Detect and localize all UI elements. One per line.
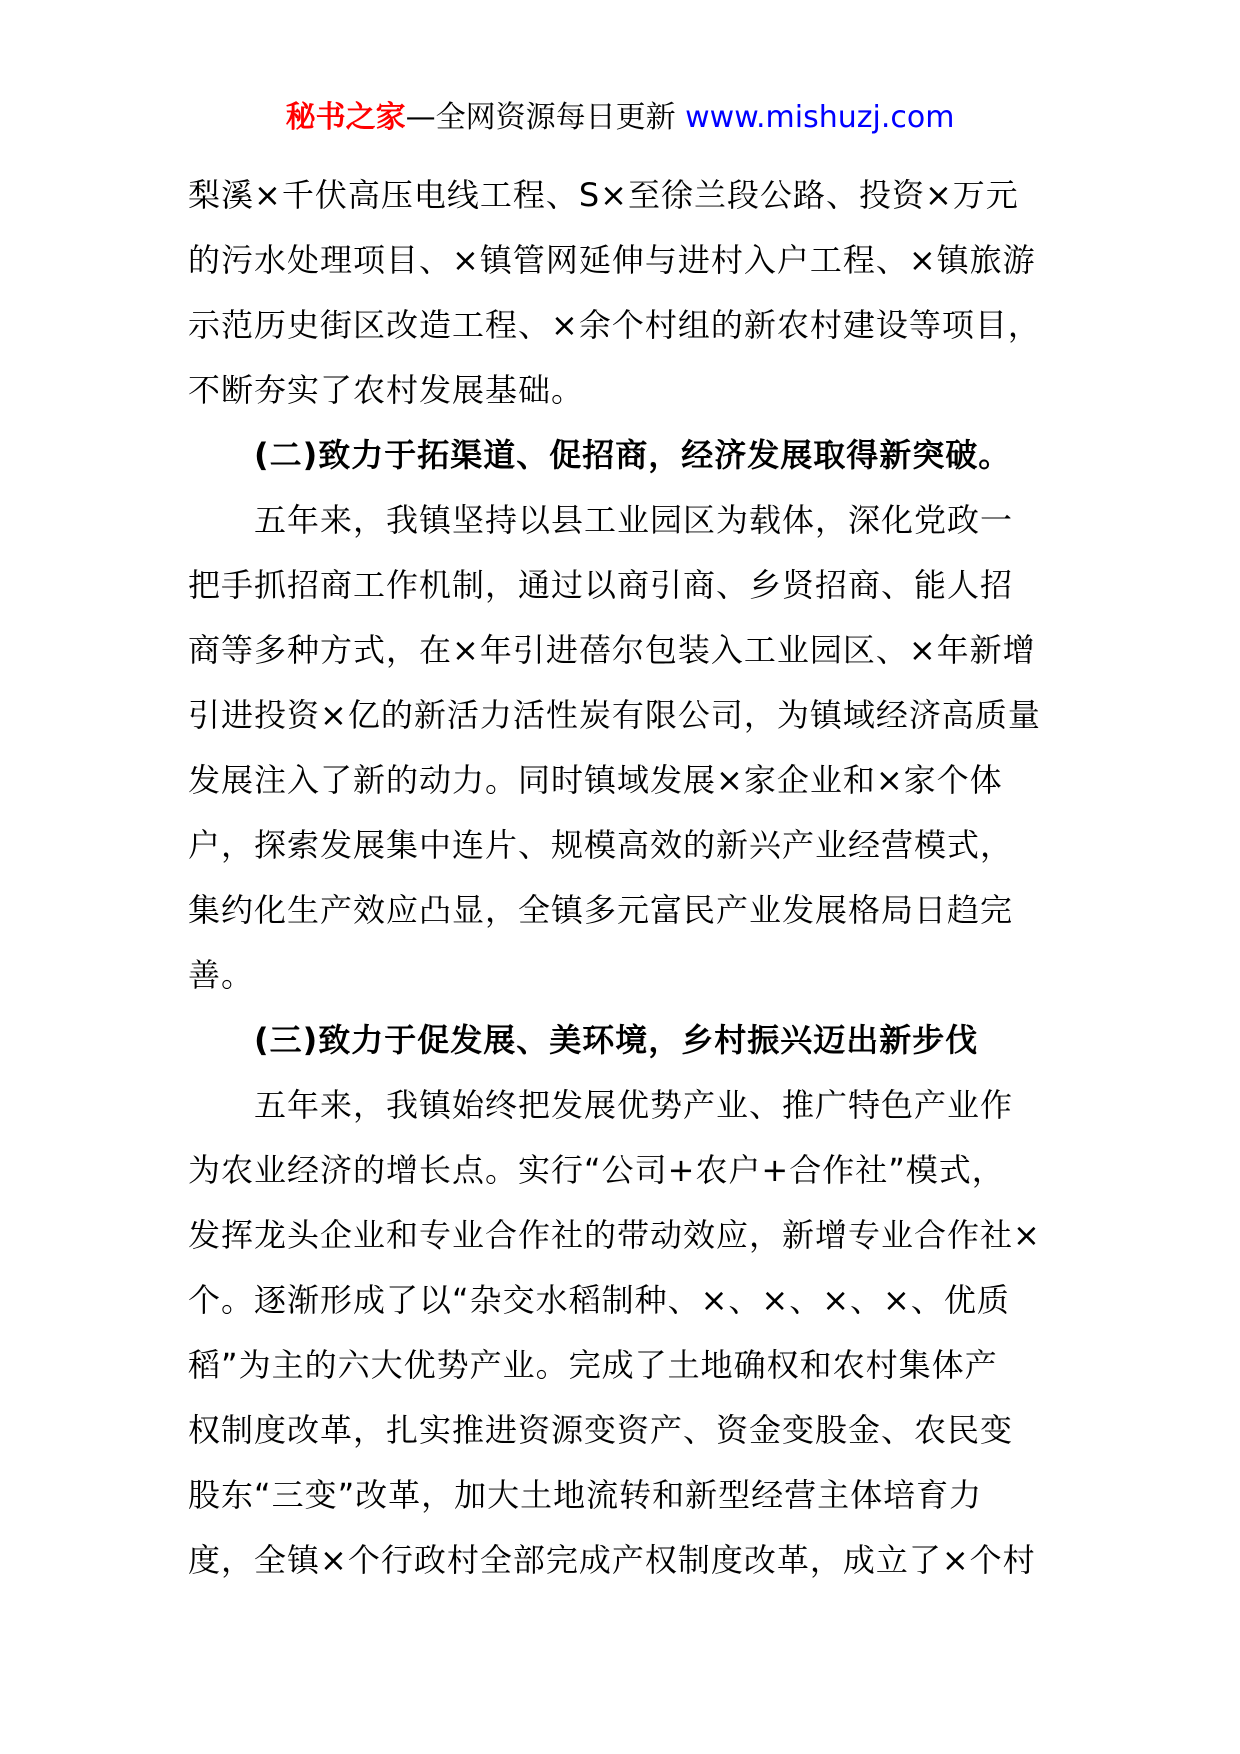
body-line: 发挥龙头企业和专业合作社的带动效应，新增专业合作社× <box>188 1216 1041 1254</box>
body-line: 商等多种方式，在×年引进蓓尔包装入工业园区、×年新增 <box>188 631 1036 669</box>
body-line: 善。 <box>188 956 255 994</box>
body-line: 发展注入了新的动力。同时镇域发展×家企业和×家个体 <box>188 761 1003 799</box>
body-line: 的污水处理项目、×镇管网延伸与进村入户工程、×镇旅游 <box>188 241 1036 279</box>
section-heading-3: (三)致力于促发展、美环境，乡村振兴迈出新步伐 <box>254 1021 979 1059</box>
body-line: 引进投资×亿的新活力活性炭有限公司，为镇域经济高质量 <box>188 696 1041 734</box>
body-line: 户，探索发展集中连片、规模高效的新兴产业经营模式， <box>188 826 1014 864</box>
body-line: 不断夯实了农村发展基础。 <box>188 371 585 409</box>
body-line: 示范历史街区改造工程、×余个村组的新农村建设等项目， <box>188 306 1041 344</box>
body-line: 把手抓招商工作机制，通过以商引商、乡贤招商、能人招 <box>188 566 1014 604</box>
header-slogan: —全网资源每日更新 <box>405 100 686 135</box>
paragraph-start-line: 五年来，我镇始终把发展优势产业、推广特色产业作 <box>254 1086 1014 1124</box>
paragraph-start-line: 五年来，我镇坚持以县工业园区为载体，深化党政一 <box>254 501 1014 539</box>
body-line: 股东“三变”改革，加大土地流转和新型经营主体培育力 <box>188 1476 983 1514</box>
site-header <box>0 98 1240 138</box>
section-heading-2: (二)致力于拓渠道、促招商，经济发展取得新突破。 <box>254 436 1012 474</box>
body-line: 梨溪×千伏高压电线工程、S×至徐兰段公路、投资×万元 <box>188 176 1019 214</box>
body-line: 集约化生产效应凸显，全镇多元富民产业发展格局日趋完 <box>188 891 1014 929</box>
body-line: 权制度改革，扎实推进资源变资产、资金变股金、农民变 <box>188 1411 1014 1449</box>
document-body <box>188 163 1058 1593</box>
body-line: 个。逐渐形成了以“杂交水稻制种、×、×、×、×、优质 <box>188 1281 1010 1319</box>
body-line: 稻”为主的六大优势产业。完成了土地确权和农村集体产 <box>188 1346 998 1384</box>
site-url[interactable]: www.mishuzj.com <box>685 100 955 135</box>
body-line: 为农业经济的增长点。实行“公司+农户+合作社”模式， <box>188 1151 1005 1189</box>
body-line: 度，全镇×个行政村全部完成产权制度改革，成立了×个村 <box>188 1541 1036 1579</box>
brand-name: 秘书之家 <box>285 100 406 135</box>
